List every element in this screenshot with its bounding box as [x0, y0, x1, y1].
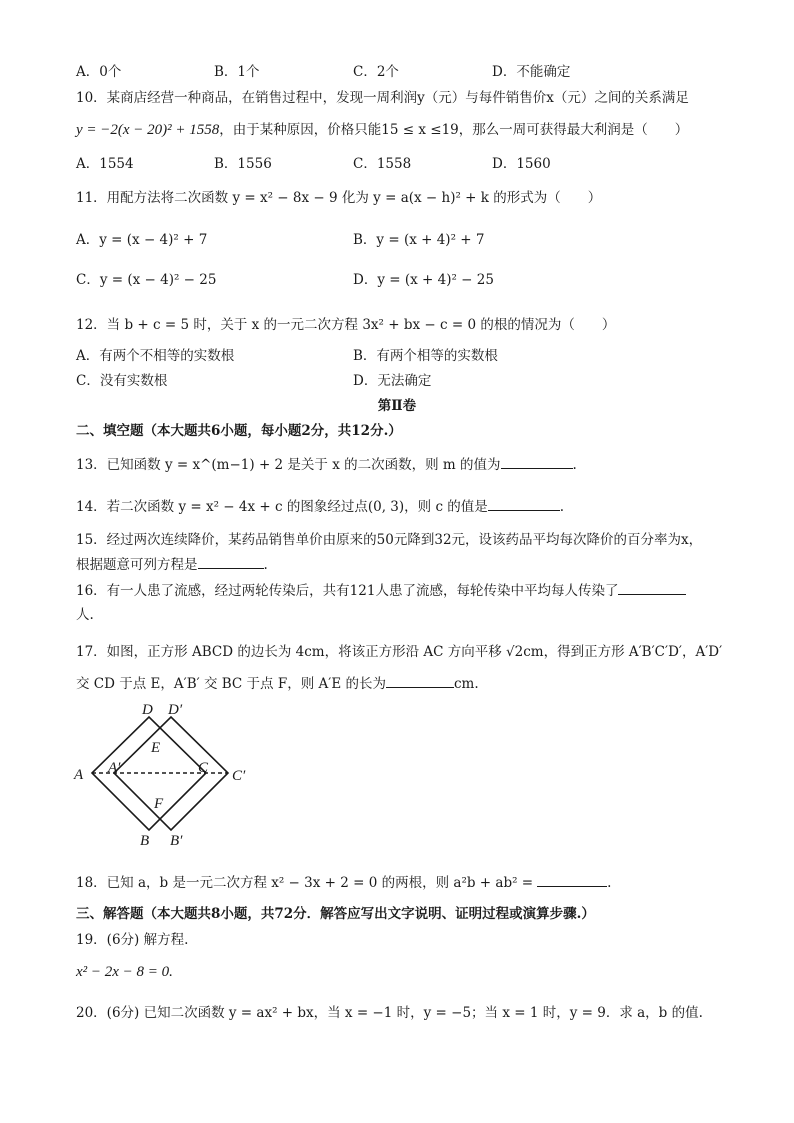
q11-option-a: A．y = (x − 4)² + 7: [76, 232, 208, 248]
q17-text: 交 CD 于点 E，A′B′ 交 BC 于点 F，则 A′E 的长为: [76, 676, 386, 692]
q9-option-c: C．2个: [353, 64, 399, 80]
q9-option-d: D．不能确定: [492, 64, 571, 80]
q19-stem: 19．(6分) 解方程.: [76, 932, 189, 948]
q10-tail: ，由于某种原因，价格只能15 ≤ x ≤19，那么一周可获得最大利润是（ ）: [219, 122, 689, 138]
label-d: D: [142, 702, 153, 718]
q18: [76, 872, 611, 893]
q12-option-d: D．无法确定: [353, 373, 432, 389]
q15-period: .: [263, 557, 268, 573]
q12-option-a: A．有两个不相等的实数根: [76, 348, 235, 364]
q18-period: .: [607, 875, 612, 891]
q17-answer-blank[interactable]: [386, 673, 454, 688]
q15-text: 根据题意可列方程是: [76, 557, 198, 573]
label-a: A: [74, 767, 84, 783]
label-b-prime: B′: [170, 833, 183, 849]
label-f: F: [154, 796, 164, 812]
q13: [76, 454, 577, 475]
q17-line2: [76, 673, 479, 694]
q14-text: 14．若二次函数 y = x² − 4x + c 的图象经过点(0, 3)，则 c 的值是: [76, 499, 488, 515]
q13-text: 13．已知函数 y = x^(m−1) + 2 是关于 x 的二次函数，则 m 的值为: [76, 457, 501, 473]
label-c-prime: C′: [232, 768, 246, 784]
q17-line1: 17．如图，正方形 ABCD 的边长为 4cm，将该正方形沿 AC 方向平移 √2cm，得到正方形 A′B′C′D′，A′D′: [76, 644, 723, 660]
q16-line2: 人.: [76, 607, 94, 623]
q16-answer-blank[interactable]: [618, 580, 686, 595]
label-d-prime: D′: [168, 702, 183, 718]
q17-unit: cm.: [453, 676, 479, 692]
q14: [76, 496, 564, 517]
q10-stem: 10．某商店经营一种商品，在销售过程中，发现一周利润y（元）与每件销售价x（元）之间的关系满足: [76, 90, 689, 106]
q16-line1: [76, 580, 686, 601]
volume2-title: 第Ⅱ卷: [377, 398, 417, 414]
label-c: C: [198, 760, 209, 776]
q10-formula-line: [76, 120, 688, 140]
q13-answer-blank[interactable]: [501, 454, 573, 469]
section3-header: 三、解答题（本大题共8小题，共72分．解答应写出文字说明、证明过程或演算步骤.）: [76, 906, 595, 922]
q10-option-d: D．1560: [492, 156, 551, 172]
q17-figure: [70, 702, 270, 852]
q12-stem: 12．当 b + c = 5 时，关于 x 的一元二次方程 3x² + bx − c = 0 的根的情况为（ ）: [76, 317, 616, 333]
label-e: E: [151, 740, 161, 756]
q18-text: 18．已知 a，b 是一元二次方程 x² − 3x + 2 = 0 的两根，则 a²b + ab² =: [76, 875, 534, 891]
section2-header: 二、填空题（本大题共6小题，每小题2分，共12分.）: [76, 423, 402, 439]
q16-text: 16．有一人患了流感，经过两轮传染后，共有121人患了流感，每轮传染中平均每人传染了: [76, 583, 619, 599]
label-a-prime: A′: [108, 760, 121, 776]
label-b: B: [140, 833, 150, 849]
q14-period: .: [559, 499, 565, 515]
q10-option-b: B．1556: [214, 156, 272, 172]
q20-stem: 20．(6分) 已知二次函数 y = ax² + bx，当 x = −1 时，y = −5；当 x = 1 时，y = 9．求 a，b 的值.: [76, 1005, 703, 1021]
q15-line2: [76, 554, 268, 575]
q12-option-c: C．没有实数根: [76, 373, 168, 389]
q14-answer-blank[interactable]: [488, 496, 560, 511]
q15-line1: 15．经过两次连续降价，某药品销售单价由原来的50元降到32元，设该药品平均每次降价的百分率为x，: [76, 532, 703, 548]
q11-option-c: C．y = (x − 4)² − 25: [76, 272, 217, 288]
q11-stem: 11．用配方法将二次函数 y = x² − 8x − 9 化为 y = a(x − h)² + k 的形式为（ ）: [76, 190, 602, 206]
q9-option-b: B．1个: [214, 64, 260, 80]
q15-answer-blank[interactable]: [198, 554, 264, 569]
q11-option-b: B．y = (x + 4)² + 7: [353, 232, 485, 248]
q13-period: .: [572, 457, 577, 473]
q10-option-a: A．1554: [76, 156, 134, 172]
q12-option-b: B．有两个相等的实数根: [353, 348, 498, 364]
q10-option-c: C．1558: [353, 156, 412, 172]
q18-answer-blank[interactable]: [537, 872, 607, 887]
q10-formula: y = −2(x − 20)² + 1558: [76, 122, 220, 138]
q9-option-a: A．0个: [76, 64, 122, 80]
q11-option-d: D．y = (x + 4)² − 25: [353, 272, 494, 288]
q19-equation: x² − 2x − 8 = 0.: [76, 964, 173, 980]
